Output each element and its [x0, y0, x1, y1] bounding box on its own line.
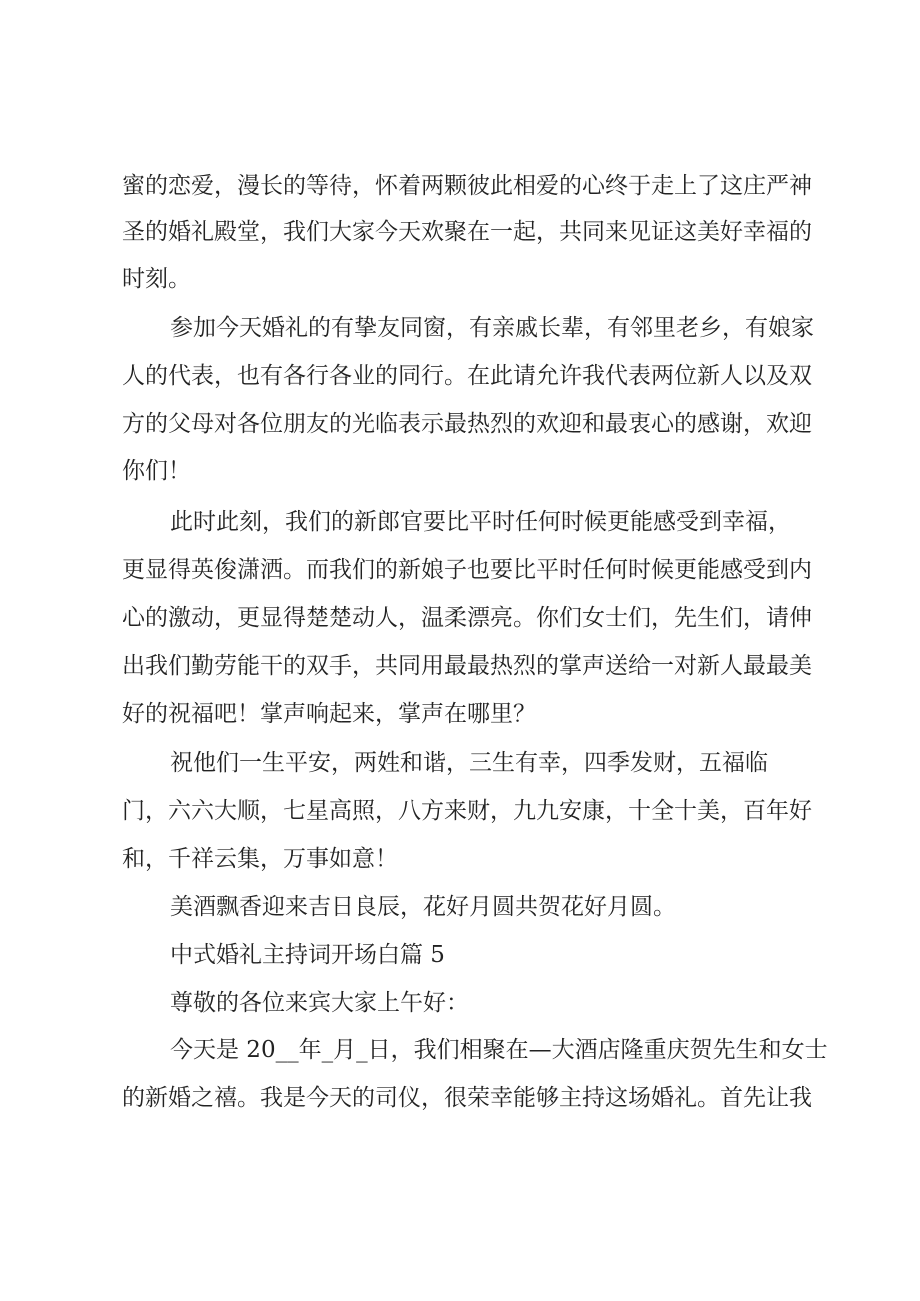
text-line: 时刻。 [122, 266, 191, 292]
text-line: 心的激动，更显得楚楚动人，温柔漂亮。你们女士们，先生们，请伸 [122, 605, 812, 631]
text-line: 好的祝福吧！掌声响起来，掌声在哪里？ [122, 701, 536, 727]
text-line: 美酒飘香迎来吉日良辰，花好月圆共贺花好月圆。 [170, 894, 676, 920]
text-line: 人的代表，也有各行各业的同行。在此请允许我代表两位新人以及双 [122, 363, 812, 389]
text-line: 门，六六大顺，七星高照，八方来财，九九安康，十全十美，百年好 [122, 798, 812, 824]
text-line: 祝他们一生平安，两姓和谐，三生有幸，四季发财，五福临 [170, 750, 768, 776]
text-line: 你们！ [122, 458, 191, 484]
text-line: 更显得英俊潇洒。而我们的新娘子也要比平时任何时候更能感受到内 [122, 557, 812, 583]
text-line: 和，千祥云集，万事如意！ [122, 846, 398, 872]
text-line: 参加今天婚礼的有挚友同窗，有亲戚长辈，有邻里老乡，有娘家 [170, 315, 814, 341]
section-heading: 中式婚礼主持词开场白篇 5 [170, 942, 445, 968]
text-line: 方的父母对各位朋友的光临表示最热烈的欢迎和最衷心的感谢，欢迎 [122, 411, 812, 437]
text-line: 出我们勤劳能干的双手，共同用最最热烈的掌声送给一对新人最最美 [122, 653, 812, 679]
text-line: 蜜的恋爱，漫长的等待，怀着两颗彼此相爱的心终于走上了这庄严神 [122, 173, 812, 199]
text-line: 的新婚之禧。我是今天的司仪，很荣幸能够主持这场婚礼。首先让我 [122, 1085, 812, 1111]
text-line: 圣的婚礼殿堂，我们大家今天欢聚在一起，共同来见证这美好幸福的 [122, 219, 812, 245]
text-line: 今天是 20__年_月_日，我们相聚在—大酒店隆重庆贺先生和女士 [170, 1037, 828, 1063]
salutation: 尊敬的各位来宾大家上午好： [170, 990, 469, 1016]
text-line: 此时此刻，我们的新郎官要比平时任何时候更能感受到幸福， [170, 509, 791, 535]
